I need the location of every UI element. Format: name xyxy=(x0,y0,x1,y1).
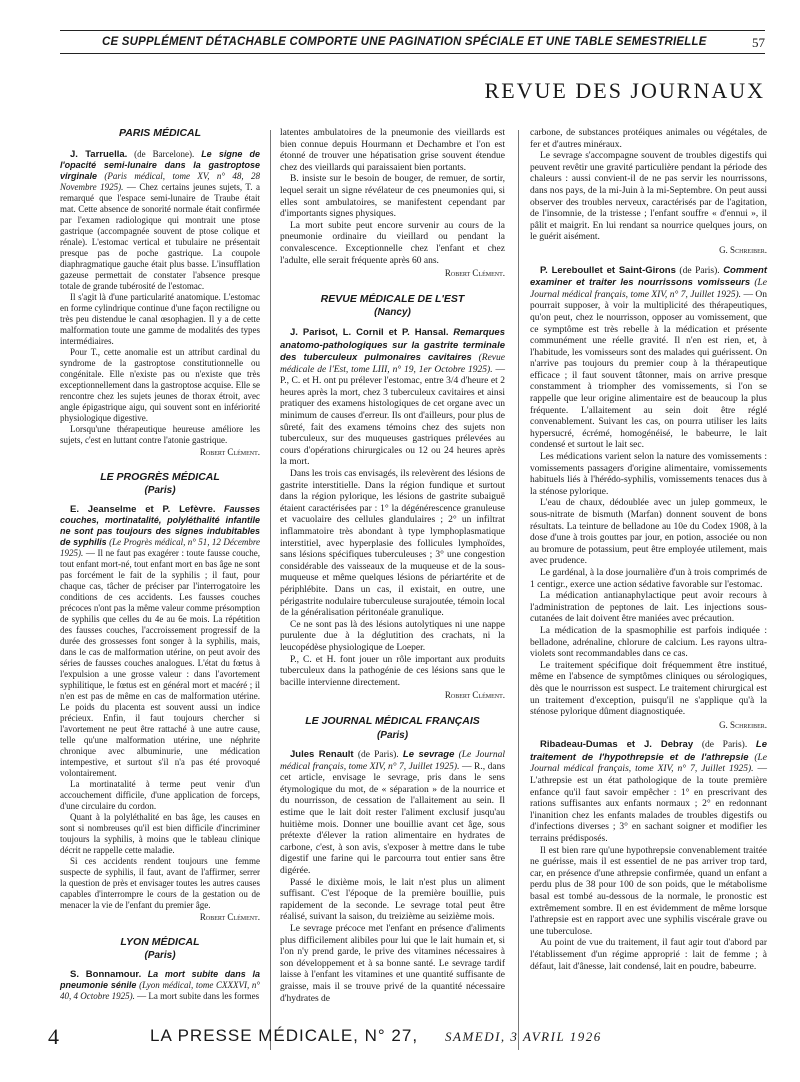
article-paragraph: Ce ne sont pas là des lésions autolytiques ni une nappe purulente due à la déglutition des crachats, ni la leucopédèse physiologique de Loeper. xyxy=(280,619,505,653)
article-paragraph: — R., dans cet article, envisage le sevrage, pris dans le sens étymologique du mot, de « séparation » de la nourrice et du nourrisson, de cessation de l'allaitement au sein. Il estime que le lait doit rester l'aliment exclusif jusqu'au huitième mois. Donner une bouillie avant cet âge, sous prétexte d'élever la ration alimentaire en hydrates de carbone, c'est, à son avis, s'exposer à mettre dans le tube digestif une farine qui le parcourra tout entier sans être digérée. xyxy=(280,761,506,877)
journal-heading: LYON MÉDICAL xyxy=(120,936,200,948)
title-rule xyxy=(60,53,765,54)
article-author: P. Lereboullet et Saint-Girons xyxy=(540,264,676,276)
article-title: Remarques anatomo-pathologiques sur la gastrite terminale des tuberculeux pulmonaires cavitaires xyxy=(280,326,505,364)
page-number: 57 xyxy=(752,35,765,50)
article-meta: (de Paris). xyxy=(675,265,724,276)
article-paragraph: Le sevrage précoce met l'enfant en présence d'aliments plus difficilement alibiles pour lui que le lait humain et, si l'on n'y prend garde, le prive des vitamines nécessaires à son développement et à sa bonne santé. Le sevrage tardif laisse à l'enfant les vitamines et une quantité suffisante de graisse, mais il se trouve privé de la quantité nécessaire d'hydrates de xyxy=(280,924,505,1004)
article-meta: (de Paris). xyxy=(353,750,403,761)
article-paragraph: latentes ambulatoires de la pneumonie des vieillards est bien connue depuis Hourmann et Dechambre et l'on est étonné de trouver une hépatisation grise souvent étendue chez des vieillards qui paraissaient bien portants. xyxy=(280,128,505,173)
footer-date: SAMEDI, 3 AVRIL 1926 xyxy=(445,1029,602,1044)
article-paragraph: — Il ne faut pas exagérer : toute fausse couche, tout enfant mort-né, tout enfant mort en bas âge ne sont pas forcément le fait de la syphilis ; il faut, pour chaque cas, tâcher de préciser par l'interrogatoire les conditions de ces accidents. Les fausses couches précoces n'ont pas la même valeur comme présomption de syphilis que celles du 4e au 6e mois. La répétition des fausses couches, l'accroissement progressif de la durée des grossesses font songer à la syphilis, mais, dans le cas de malformation utérine, on peut avoir des séries de fausses couches analogues. L'état du fœtus à l'expulsion a une grosse valeur : dans l'avortement syphilitique, le fœtus est en général mort et macéré ; il n'en est pas de même en cas de malformation utérine. Le poids du placenta est souvent aussi un indice précieux. Enfin, il faut toujours chercher si l'avortement ne peut être rattaché à une autre cause, telle qu'une malformation utérine, une néphrite chronique avec albuminurie, une médication intempestive, et surtout s'il n'a pas été provoqué volontairement. xyxy=(60,548,260,778)
footer-mark: 4 xyxy=(48,1024,59,1049)
signature: Robert Clément. xyxy=(199,912,260,922)
article-source: (Revue médicale de l'Est, tome LIII, n° 19, 1er Octobre 1925). xyxy=(280,353,505,375)
signature: G. Schreiber. xyxy=(719,719,767,730)
journal-heading: REVUE MÉDICALE DE L'EST xyxy=(320,292,465,305)
article-head xyxy=(60,504,260,779)
article-source: (Le Journal médical français, tome XIV, n° 7, Juillet 1925). xyxy=(280,750,505,772)
article-paragraph: La médication antianaphylactique peut avoir recours à l'administration de peptones de lait. Les injections sous-cutanées de lait doivent être maniées avec précaution. xyxy=(530,591,767,625)
article-paragraph: La mort subite peut encore survenir au cours de la pneumonie ordinaire du vieillard ou pendant la convalescence. Exceptionnelle chez l'enfant et chez l'adulte, elle serait fréquente après 60 ans. xyxy=(280,220,505,266)
column-rule-right xyxy=(518,130,519,1050)
article-paragraph: Le gardénal, à la dose journalière d'un à trois comprimés de 1 centigr., exerce une action sédative favorable sur l'estomac. xyxy=(530,567,767,590)
article-author: E. Jeanselme et P. Lefèvre. xyxy=(70,504,216,515)
article-author: J. Parisot, L. Cornil et P. Hansal. xyxy=(290,326,449,338)
article-head xyxy=(280,749,505,878)
article-paragraph: — On pourrait supposer, à voir la multiplicité des thérapeutiques, qu'on peut, chez le nourrisson, opposer au vomissement, que ce symptôme est très rebelle à la médication et présente communément une réelle gravité. Il n'en est rien, et, à l'habitude, les vomisseurs sont des malades qui guérissent. On n'arrive pas toujours du premier coup à la thérapeutique efficace ; il faut souvent tâtonner, mais on arrive presque constamment à triompher des vomissements, si l'on se rappelle que leur origine alimentaire est de beaucoup la plus fréquente. L'allaitement au sein doit être réglé convenablement. Suivant les cas, on pourra utiliser les laits hypersucré, écrémé, homogénéisé, le babeurre, le lait condensé et surtout le lait sec. xyxy=(530,289,768,451)
article-paragraph: carbone, de substances protéiques animales ou végétales, de fer et d'autres minéraux. xyxy=(530,128,767,150)
article-meta: (de Paris). xyxy=(693,740,756,751)
article-head xyxy=(60,969,260,1002)
article-paragraph: Il est bien rare qu'une hypothrepsie convenablement traitée ne guérisse, mais il est essentiel de ne pas arriver trop tard, car, en présence d'une athrepsie confirmée, quand un enfant a perdu plus de 38 pour 100 de son poids, que le métabolisme basal est tombé au-dessous de la normale, le pronostic est extrêmement sombre. Il en est évidemment de même lorsque l'athrepsie est en rapport avec une syphilis viscérale grave ou une tuberculose. xyxy=(530,845,767,937)
column-rule-left xyxy=(270,130,271,1050)
article-meta: (de Barcelone). xyxy=(127,149,202,159)
article-meta xyxy=(216,504,224,514)
article-paragraph: — P., C. et H. ont pu prélever l'estomac, entre 3/4 d'heure et 2 heures après la mort, chez 3 tuberculeux cavitaires et ainsi pratiquer des examens histologiques de cet organe avec un minimum de causes d'erreur. Ils ont d'ailleurs, pour plus de sûreté, fait des examens témoins chez des sujets non tuberculeux, sur des muqueuses gastriques prélevées au cours d'opérations chirurgicales ou 12 ou 24 heures après la mort. xyxy=(280,364,505,468)
article-paragraph: Le sevrage s'accompagne souvent de troubles digestifs qui peuvent revêtir une gravité particulière pendant la période des chaleurs : aussi convient-il de ne pas servir les nourrissons, dans nos pays, de la mi-Juin à la mi-Septembre. On peut aussi observer des troubles nerveux, caractérisés par de l'agitation, de l'insomnie, de la tristesse ; l'enfant souffre « d'ennui », il pâlit et maigrit. En lui rendant sa nourrice quelques jours, on le guérit aisément. xyxy=(530,151,767,243)
article-title: Le signe de l'opacité semi-lunaire dans la gastroptose virginale xyxy=(60,149,260,181)
article-title: Comment examiner et traiter les nourrissons vomisseurs xyxy=(530,264,767,289)
article-paragraph: P., C. et H. font jouer un rôle important aux produits tuberculeux dans la pathogénie de ces lésions sans que le bacille intervienne directement. xyxy=(280,654,505,688)
page-footer xyxy=(48,1024,765,1052)
article-head xyxy=(280,327,505,469)
article-paragraph: Le traitement spécifique doit fréquemment être institué, même en l'absence de symptômes cliniques ou sérologiques, dès que le nourrisson est suspect. Le traitement chirurgical est un traitement d'exception, puisqu'il ne s'applique qu'à la sténose pylorique dûment diagnostiquée. xyxy=(530,660,767,718)
article-author: S. Bonnamour. xyxy=(70,969,142,980)
journal-city: (Paris) xyxy=(144,485,176,496)
article-paragraph: Si ces accidents rendent toujours une femme suspecte de syphilis, il faut, avant de l'affirmer, serrer la question de près et envisager toutes les autres causes capables d'interrompre le cours de la gestation ou de menacer la vie de l'enfant du premier âge. xyxy=(60,856,260,910)
article-paragraph: Lorsqu'une thérapeutique heureuse améliore les sujets, c'est en luttant contre l'atonie gastrique. xyxy=(60,424,260,445)
article-paragraph: Les médications varient selon la nature des vomissements : vomissements passagers d'origine alimentaire, vomissements habituels liés à l'hérédo-syphilis, vomissements tenaces dus à la sténose pylorique. xyxy=(530,452,767,497)
signature: G. Schreiber. xyxy=(719,244,767,255)
journal-heading: LE PROGRÈS MÉDICAL xyxy=(100,471,220,483)
column-2 xyxy=(280,128,505,1005)
article-paragraph: Il s'agit là d'une particularité anatomique. L'estomac en forme cylindrique continue d'une façon rectiligne ou très peu distendue le canal œsophagien. Il y a de cette malformation toute une gamme de modalités des types intermédiaires. xyxy=(60,292,260,346)
article-source: (Lyon médical, tome CXXXVI, n° 40, 4 Octobre 1925). xyxy=(60,980,260,1001)
article-title: La mort subite dans la pneumonie sénile xyxy=(60,969,260,990)
footer-journal: LA PRESSE MÉDICALE, N° 27, xyxy=(150,1026,419,1045)
article-author: J. Tarruella. xyxy=(70,149,128,160)
journal-heading: LE JOURNAL MÉDICAL FRANÇAIS xyxy=(305,714,480,727)
signature: Robert Clément. xyxy=(444,690,505,701)
article-source: (Le Journal médical français, tome XIV, n° 7, Juillet 1925). xyxy=(530,278,767,300)
running-head-text: CE SUPPLÉMENT DÉTACHABLE COMPORTE UNE PAGINATION SPÉCIALE ET UNE TABLE SEMESTRIELLE xyxy=(102,36,707,48)
journal-city: (Paris) xyxy=(144,950,176,961)
column-1 xyxy=(60,128,260,1002)
article-paragraph: La médication de la spasmophilie est parfois indiquée : belladone, adrénaline, chlorure de calcium. Les rayons ultra-violets sont recommandables dans ce cas. xyxy=(530,625,767,660)
article-paragraph: Au point de vue du traitement, il faut agir tout d'abord par l'établissement d'un régime approprié : lait de femme ; à défaut, lait d'ânesse, lait condensé, lait en poudre, babeurre. xyxy=(530,938,767,972)
article-paragraph: — L'athrepsie est un état pathologique de la toute première enfance qu'il faut savoir empêcher : 1° en prescrivant des rations suffisantes aux enfants normaux ; 2° en redonnant l'inanition chez les enfants malades de troubles digestifs ou d'infections diverses ; 3° en sachant soigner et modifier les terrains prédisposés. xyxy=(530,764,768,845)
article-author: Ribadeau-Dumas et J. Debray xyxy=(540,739,694,751)
journal-heading: PARIS MÉDICAL xyxy=(118,127,202,139)
top-rule xyxy=(60,30,765,31)
section-title: REVUE DES JOURNAUX xyxy=(484,78,765,103)
article-paragraph: La mortinatalité à terme peut venir d'un accouchement difficile, d'une application de forceps, d'une circulaire du cordon. xyxy=(60,779,260,811)
article-head xyxy=(60,149,260,292)
signature: Robert Clément. xyxy=(199,447,260,457)
article-paragraph: L'eau de chaux, dédoublée avec un julep gommeux, le sous-nitrate de bismuth (Marfan) donnent souvent de bons résultats. La teinture de belladone au 10e du Codex 1908, à la dose d'une à trois gouttes par jour, en potion, associée ou non au bromure de potassium, peut être employée utilement, mais avec prudence. xyxy=(530,498,767,567)
journal-city: (Nancy) xyxy=(374,307,411,319)
article-source: (Le Progrès médical, n° 51, 12 Décembre 1925). xyxy=(60,537,260,558)
article-title: Fausses couches, mortinatalité, polyléthalité infantile ne sont pas toujours des signes indubitables de syphilis xyxy=(60,504,261,547)
article-paragraph: B. insiste sur le besoin de bouger, de remuer, de sortir, lequel serait un signe révélateur de ces pneumonies qui, si elles sont ambulatoires, se manifestent cependant par d'importants signes physiques. xyxy=(280,174,505,220)
article-source: (Paris médical, tome XV, n° 48, 28 Novembre 1925). xyxy=(60,171,260,192)
running-head xyxy=(60,36,765,50)
journal-city: (Paris) xyxy=(376,729,409,741)
article-head xyxy=(530,739,767,845)
article-source: (Le Journal médical français, tome XIV, n° 7, Juillet 1925). xyxy=(530,752,767,775)
article-paragraph: — Chez certains jeunes sujets, T. a remarqué que l'espace semi-lunaire de Traube était mat. Cette absence de sonorité normale était confirmée par l'examen radiologique qui montrait une ptose gastrique (accompagnée souvent de ptose colique et rénale). L'estomac vertical et tubulaire ne présentait presque pas de poche gastrique. La coupole diaphragmatique gauche était plus basse. L'insufflation gazeuse permettait de constater l'absence presque totale de grande tubérosité de l'estomac. xyxy=(60,182,261,291)
article-paragraph: Passé le dixième mois, le lait n'est plus un aliment suffisant. C'est l'époque de la première bouillie, puis rapidement de la seconde. Le sevrage total peut être réalisé, suivant la saison, du treizième au seizième mois. xyxy=(280,877,505,923)
column-3 xyxy=(530,128,767,973)
article-paragraph: Quant à la polyléthalité en bas âge, les causes en sont si nombreuses qu'il est bien difficile d'incriminer toujours la syphilis, à moins que le tableau clinique décrit ne rappelle cette maladie. xyxy=(60,812,260,855)
article-author: Jules Renault xyxy=(290,749,354,761)
article-paragraph: Pour T., cette anomalie est un attribut cardinal du syndrome de la gastroptose constitutionnelle ou congénitale. Elle n'existe pas ou n'existe que très exceptionnellement dans la gastroptose acquise. Elle se rencontre chez les sujets jeunes de thorax étroit, avec angle épigastrique aigu, qui souvent sont en infériorité physiologique digestive. xyxy=(60,347,260,423)
article-paragraph: Dans les trois cas envisagés, ils relevèrent des lésions de gastrite interstitielle. Dans la région fundique et surtout dans la région pylorique, les lésions de gastrite subaiguë étaient caractérisées par : 1° la dégénérescence granuleuse et vacuolaire des cellules glandulaires ; 2° un infiltrat inflammatoire très abondant à type lymphoplasmatique interstitiel, avec hyperplasie des follicules lymphoïdes, sans lésions spécifiques tuberculeuses ; 3° une congestion considérable des vaisseaux de la muqueuse et de la sous-muqueuse et même quelques lésions de périartérite et de périphlébite. Dans un cas, il existait, en outre, une périgastrite nodulaire tuberculeuse surajoutée, témoin local de la généralisation péritonéale granulique. xyxy=(280,469,505,619)
article-head xyxy=(530,265,767,453)
article-title: Le sevrage xyxy=(402,749,455,761)
article-title: Le traitement de l'hypothrepsie et de l'athrepsie xyxy=(530,739,767,763)
signature: Robert Clément. xyxy=(444,268,505,279)
article-paragraph: — La mort subite dans les formes xyxy=(137,991,260,1001)
